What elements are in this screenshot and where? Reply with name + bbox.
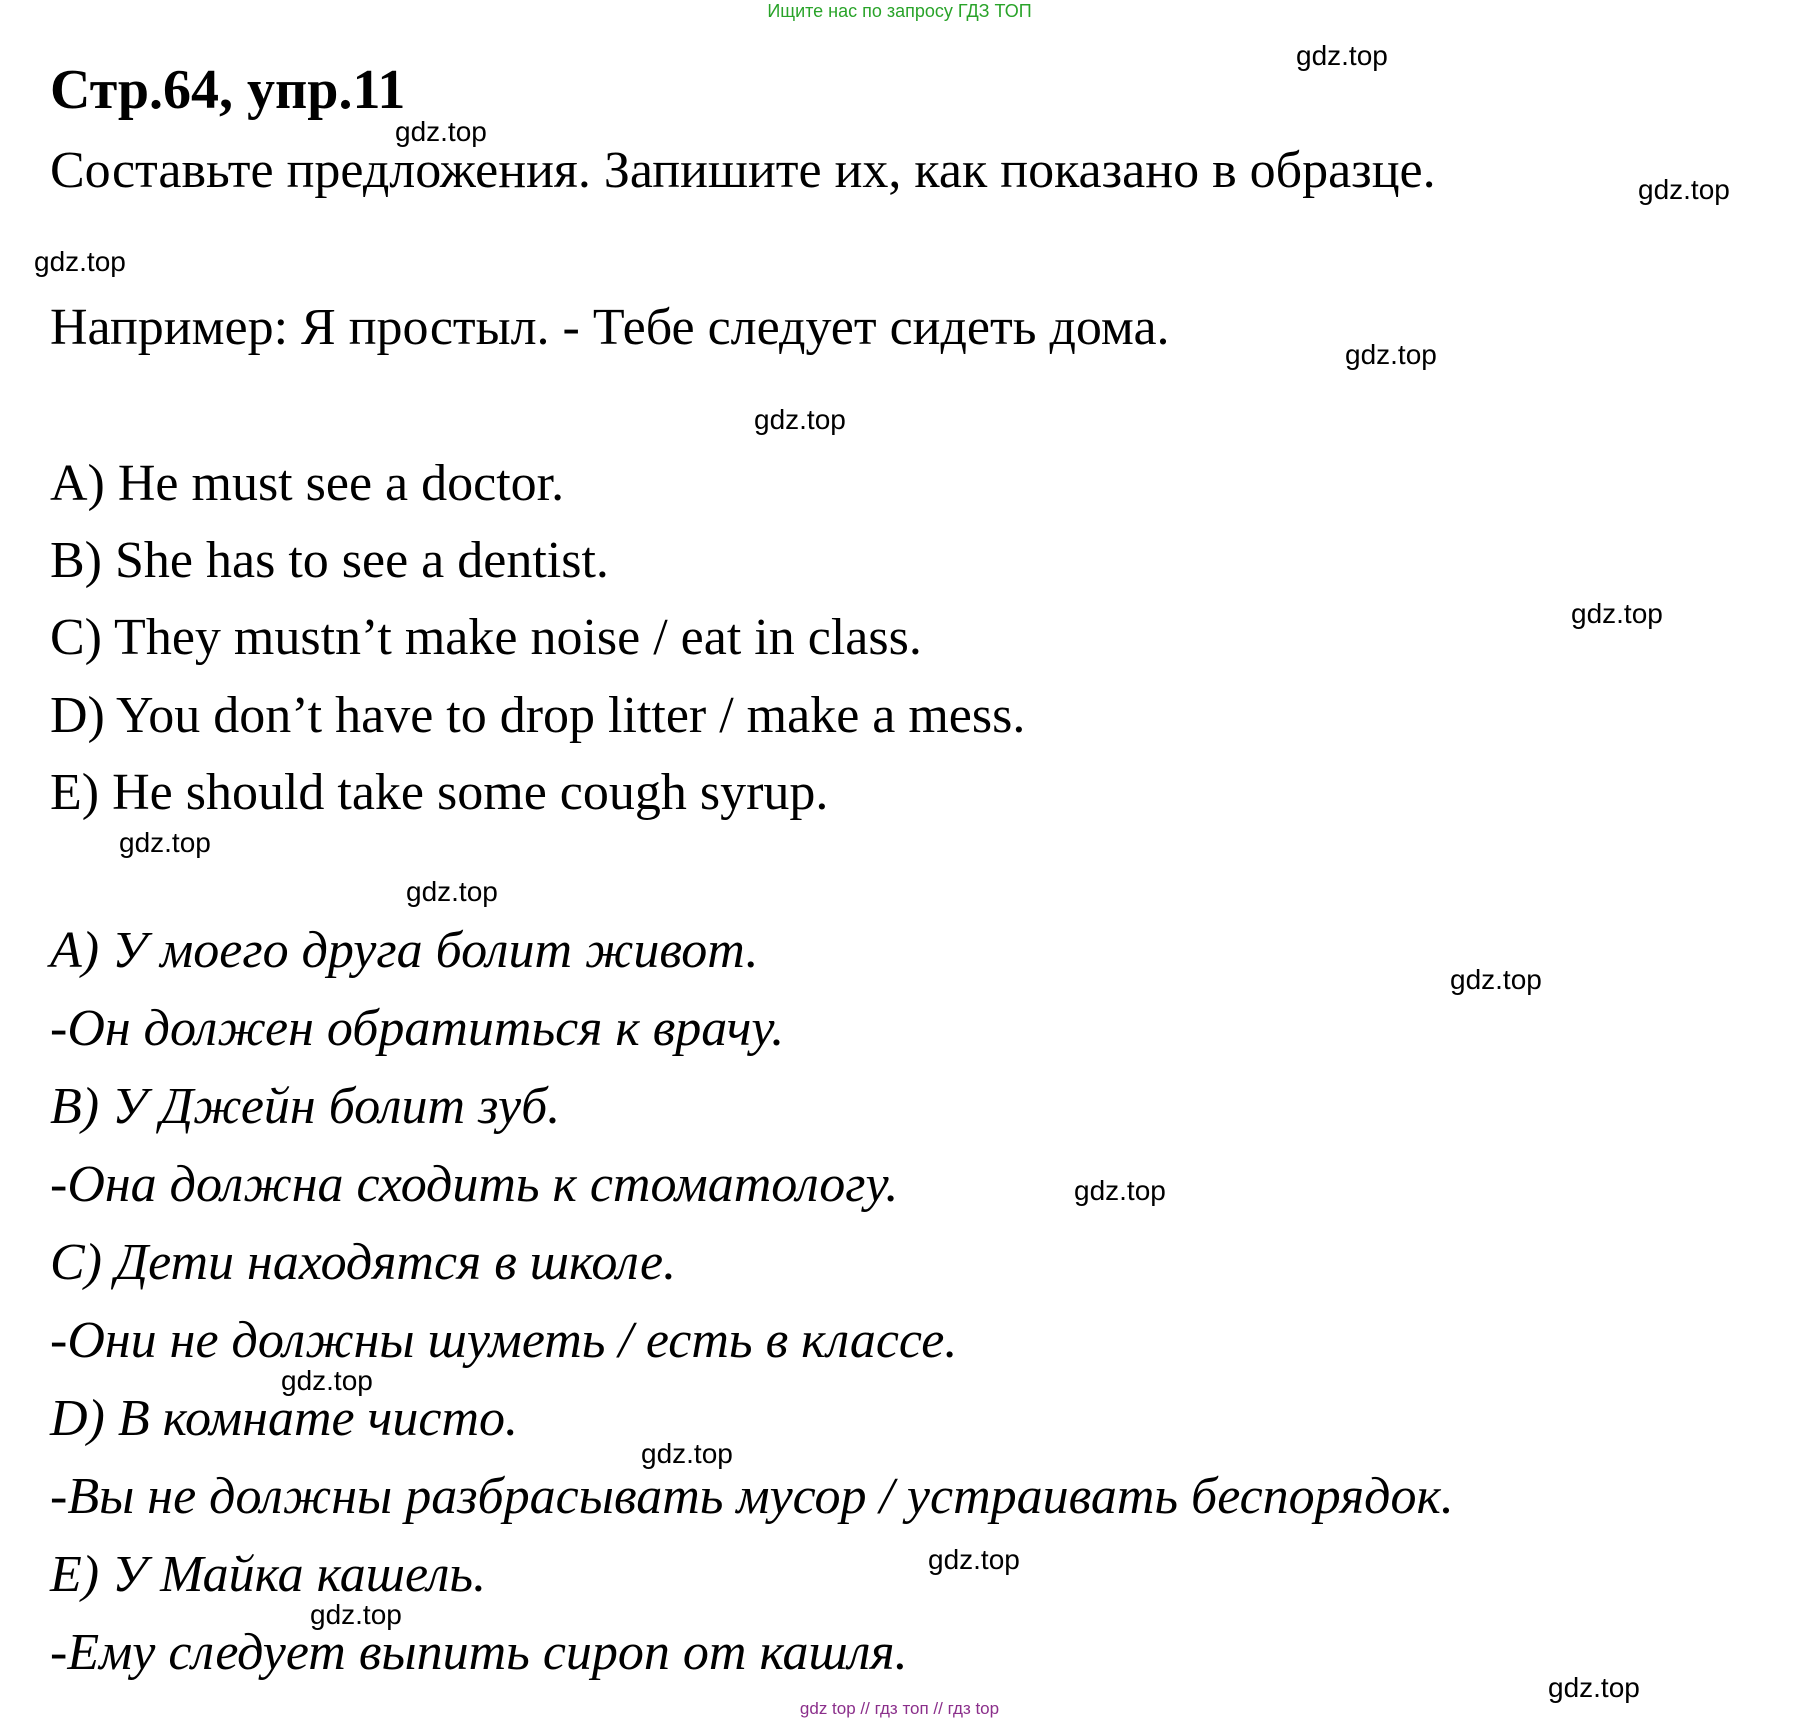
russian-situation-b: B) У Джейн болит зуб.: [50, 1078, 561, 1135]
example-text: Например: Я простыл. - Тебе следует сидеть дома.: [50, 299, 1170, 356]
watermark: gdz.top: [395, 116, 487, 147]
watermark: gdz.top: [1296, 40, 1388, 71]
watermark: gdz.top: [310, 1599, 402, 1630]
footer-links: gdz top // гдз топ // гдз top: [799, 1699, 1000, 1718]
russian-situation-c: C) Дети находятся в школе.: [50, 1234, 677, 1291]
watermark: gdz.top: [754, 404, 846, 435]
english-answer-c: C) They mustn’t make noise / eat in class.: [50, 609, 922, 666]
watermark: gdz.top: [1074, 1175, 1166, 1206]
watermark: gdz.top: [281, 1365, 373, 1396]
english-answer-d: D) You don’t have to drop litter / make a mess.: [50, 687, 1026, 744]
watermark: gdz.top: [1548, 1672, 1640, 1703]
watermark: gdz.top: [641, 1438, 733, 1469]
watermark: gdz.top: [928, 1544, 1020, 1575]
top-banner: Ищите нас по запросу ГДЗ ТОП: [767, 1, 1032, 21]
watermark: gdz.top: [1345, 339, 1437, 370]
english-answer-b: B) She has to see a dentist.: [50, 532, 609, 589]
russian-situation-a: A) У моего друга болит живот.: [50, 922, 759, 979]
watermark: gdz.top: [1571, 598, 1663, 629]
russian-situation-e: E) У Майка кашель.: [50, 1546, 487, 1603]
russian-advice-d: -Вы не должны разбрасывать мусор / устраивать беспорядок.: [50, 1468, 1454, 1525]
russian-advice-e: -Ему следует выпить сироп от кашля.: [50, 1624, 908, 1681]
english-answer-e: E) He should take some cough syrup.: [50, 764, 829, 821]
instruction-text: Составьте предложения. Запишите их, как показано в образце.: [50, 142, 1436, 199]
english-answer-a: A) He must see a doctor.: [50, 455, 565, 512]
russian-advice-c: -Они не должны шуметь / есть в классе.: [50, 1312, 958, 1369]
russian-advice-b: -Она должна сходить к стоматологу.: [50, 1156, 899, 1213]
page-title: Стр.64, упр.11: [50, 59, 406, 121]
watermark: gdz.top: [406, 876, 498, 907]
watermark: gdz.top: [34, 246, 126, 277]
russian-situation-d: D) В комнате чисто.: [50, 1390, 519, 1447]
watermark: gdz.top: [1638, 174, 1730, 205]
watermark: gdz.top: [1450, 964, 1542, 995]
watermark: gdz.top: [119, 827, 211, 858]
russian-advice-a: -Он должен обратиться к врачу.: [50, 1000, 785, 1057]
